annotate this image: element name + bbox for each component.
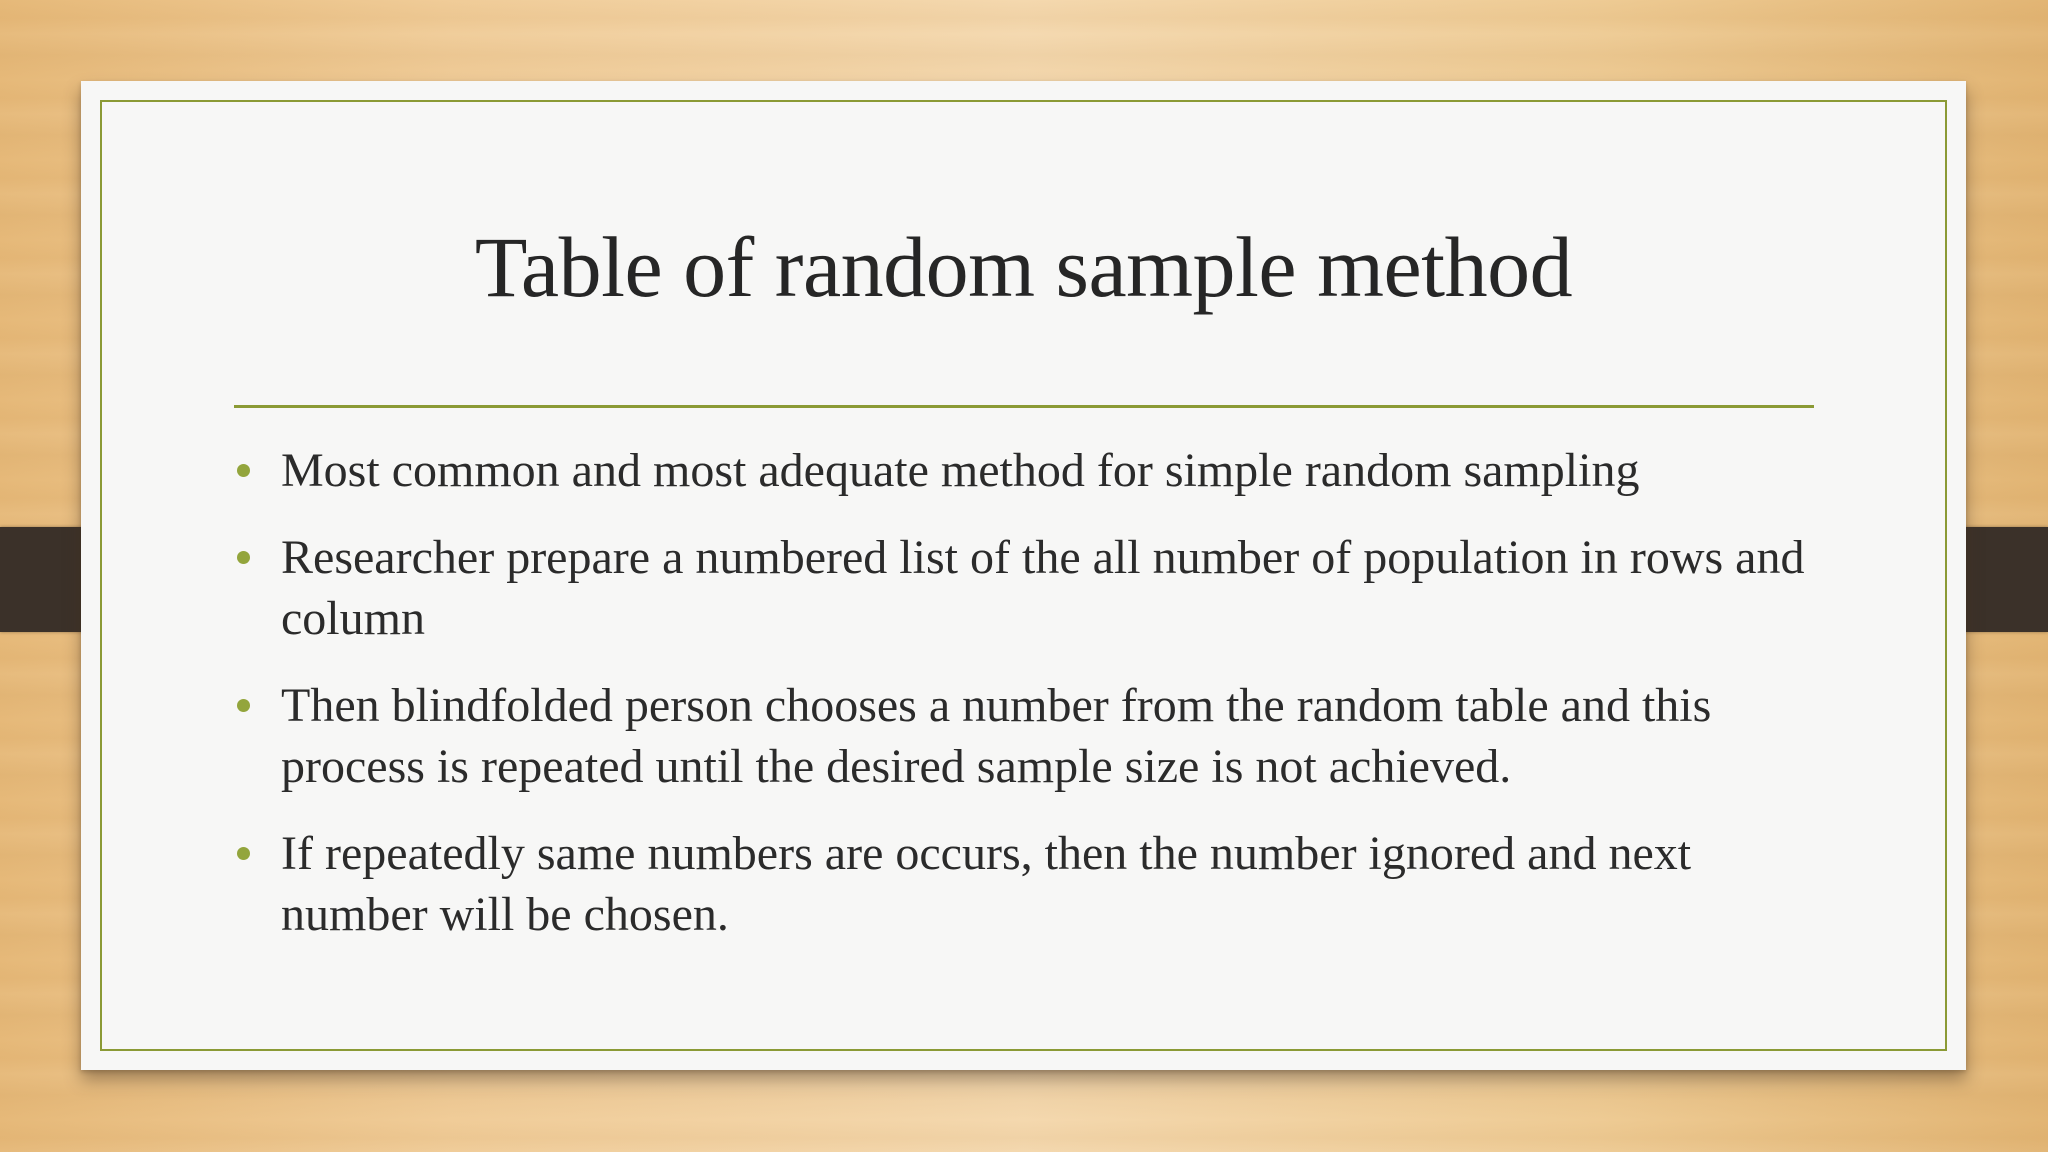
bullet-text: Then blindfolded person chooses a number from the random table and this process is repeated until the desired sample size is not achieved. [281,679,1712,793]
bullet-text: Most common and most adequate method for simple random sampling [281,444,1640,497]
bullet-dot-icon [237,699,250,712]
bullet-item [234,675,1834,797]
bullet-list [234,440,1834,971]
bullet-item [234,823,1834,945]
bullet-text: Researcher prepare a numbered list of the all number of population in rows and column [281,531,1805,645]
bullet-dot-icon [237,847,250,860]
slide-title: Table of random sample method [474,219,1573,315]
title-divider [234,405,1814,408]
slide-card [81,81,1966,1070]
bullet-dot-icon [237,464,250,477]
bullet-dot-icon [237,551,250,564]
bullet-item [234,527,1834,649]
bullet-item [234,440,1834,501]
bullet-text: If repeatedly same numbers are occurs, then the number ignored and next number will be chosen. [281,827,1692,941]
